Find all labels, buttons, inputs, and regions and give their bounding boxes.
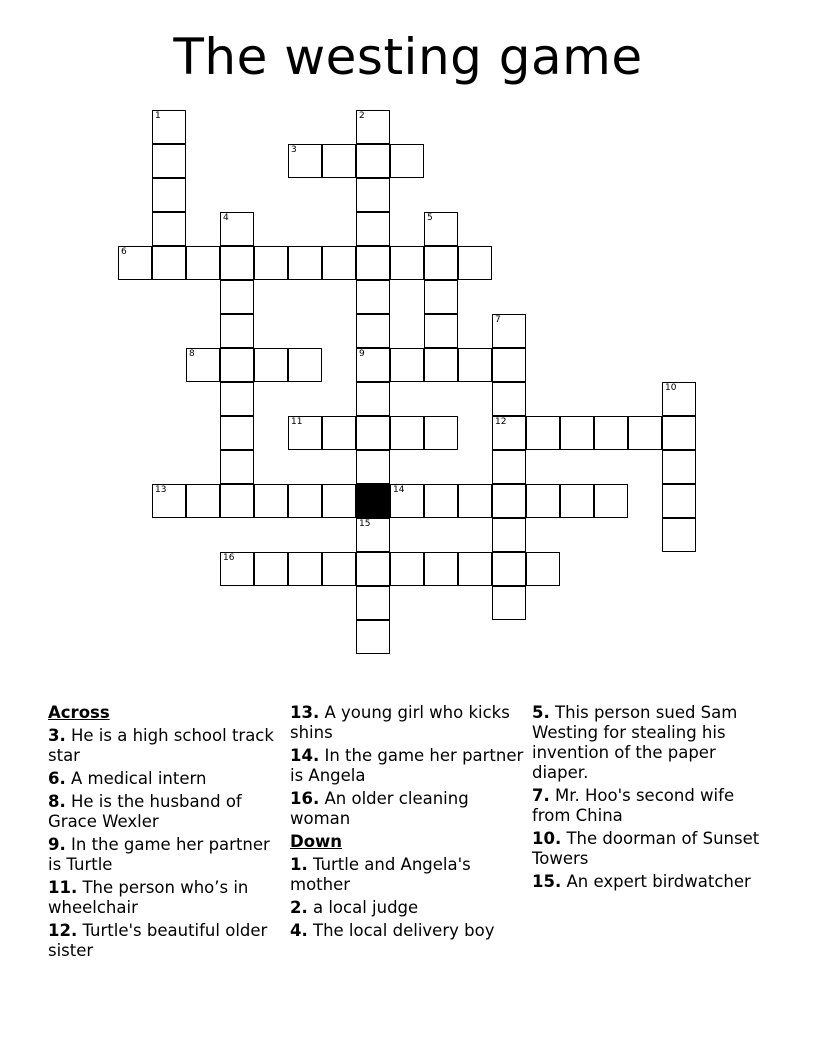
clue-text: Mr. Hoo's second wife from China bbox=[532, 786, 735, 825]
grid-cell[interactable] bbox=[220, 416, 254, 450]
grid-cell[interactable] bbox=[492, 348, 526, 382]
grid-cell[interactable] bbox=[492, 314, 526, 348]
grid-cell[interactable] bbox=[594, 484, 628, 518]
grid-cell[interactable] bbox=[526, 552, 560, 586]
grid-cell[interactable] bbox=[390, 246, 424, 280]
grid-cell[interactable] bbox=[220, 450, 254, 484]
clue-item bbox=[532, 829, 772, 869]
grid-cell[interactable] bbox=[322, 552, 356, 586]
clue-text: He is the husband of Grace Wexler bbox=[48, 792, 242, 831]
grid-cell[interactable] bbox=[662, 416, 696, 450]
clue-text: An older cleaning woman bbox=[290, 789, 469, 828]
grid-cell[interactable] bbox=[390, 484, 424, 518]
grid-cell[interactable] bbox=[492, 450, 526, 484]
grid-cell[interactable] bbox=[220, 382, 254, 416]
grid-cell[interactable] bbox=[356, 280, 390, 314]
clues-column-3 bbox=[532, 703, 772, 895]
grid-cell[interactable] bbox=[152, 144, 186, 178]
clue-num: 12. bbox=[48, 921, 78, 940]
clue-num: 1. bbox=[290, 855, 308, 874]
clue-num: 3. bbox=[48, 726, 66, 745]
clues-column-1 bbox=[48, 703, 288, 964]
grid-cell[interactable] bbox=[356, 110, 390, 144]
clue-number: 3 bbox=[291, 145, 297, 155]
clue-item bbox=[48, 726, 288, 766]
clue-item bbox=[290, 789, 530, 829]
clue-item bbox=[290, 921, 530, 941]
clue-num: 6. bbox=[48, 769, 66, 788]
clue-number: 8 bbox=[189, 349, 195, 359]
grid-cell[interactable] bbox=[492, 518, 526, 552]
clue-number: 11 bbox=[291, 417, 303, 427]
grid-cell[interactable] bbox=[458, 484, 492, 518]
clue-number: 13 bbox=[155, 485, 167, 495]
grid-cell[interactable] bbox=[288, 144, 322, 178]
grid-cell[interactable] bbox=[628, 416, 662, 450]
clue-num: 13. bbox=[290, 703, 320, 722]
grid-cell[interactable] bbox=[424, 314, 458, 348]
clue-item bbox=[48, 921, 288, 961]
grid-cell[interactable] bbox=[390, 552, 424, 586]
clue-text: Turtle and Angela's mother bbox=[290, 855, 471, 894]
grid-cell[interactable] bbox=[220, 314, 254, 348]
clues-heading: Across bbox=[48, 703, 110, 722]
grid-cell[interactable] bbox=[356, 416, 390, 450]
grid-cell[interactable] bbox=[356, 450, 390, 484]
clue-item bbox=[532, 872, 772, 892]
grid-cell[interactable] bbox=[424, 246, 458, 280]
grid-cell[interactable] bbox=[390, 144, 424, 178]
clue-num: 10. bbox=[532, 829, 562, 848]
grid-cell[interactable] bbox=[458, 552, 492, 586]
grid-cell[interactable] bbox=[356, 178, 390, 212]
grid-cell[interactable] bbox=[322, 484, 356, 518]
clue-num: 9. bbox=[48, 835, 66, 854]
clue-number: 10 bbox=[665, 383, 677, 393]
clue-text: In the game her partner is Angela bbox=[290, 746, 524, 785]
grid-cell[interactable] bbox=[288, 348, 322, 382]
grid-cell[interactable] bbox=[186, 246, 220, 280]
clue-number: 16 bbox=[223, 553, 235, 563]
clue-number: 4 bbox=[223, 213, 229, 223]
clue-number: 9 bbox=[359, 349, 365, 359]
clue-num: 4. bbox=[290, 921, 308, 940]
clue-text: Turtle's beautiful older sister bbox=[48, 921, 268, 960]
clue-item bbox=[290, 746, 530, 786]
grid-cell[interactable] bbox=[118, 246, 152, 280]
grid-cell[interactable] bbox=[254, 246, 288, 280]
clue-number: 7 bbox=[495, 315, 501, 325]
grid-cell[interactable] bbox=[424, 280, 458, 314]
grid-cell[interactable] bbox=[662, 382, 696, 416]
grid-cell[interactable] bbox=[356, 552, 390, 586]
grid-cell[interactable] bbox=[390, 416, 424, 450]
grid-cell[interactable] bbox=[662, 450, 696, 484]
clue-item bbox=[48, 769, 288, 789]
grid-cell[interactable] bbox=[424, 348, 458, 382]
clue-text: The person who’s in wheelchair bbox=[48, 878, 249, 917]
grid-cell[interactable] bbox=[492, 552, 526, 586]
clue-item bbox=[290, 898, 530, 918]
grid-cell[interactable] bbox=[356, 246, 390, 280]
grid-cell[interactable] bbox=[662, 484, 696, 518]
grid-cell[interactable] bbox=[254, 484, 288, 518]
grid-cell[interactable] bbox=[356, 314, 390, 348]
grid-cell[interactable] bbox=[152, 212, 186, 246]
clue-number: 1 bbox=[155, 111, 161, 121]
grid-cell[interactable] bbox=[288, 484, 322, 518]
grid-cell[interactable] bbox=[220, 246, 254, 280]
clue-item bbox=[48, 792, 288, 832]
clue-item bbox=[290, 855, 530, 895]
clue-number: 5 bbox=[427, 213, 433, 223]
grid-cell[interactable] bbox=[356, 620, 390, 654]
grid-cell[interactable] bbox=[458, 246, 492, 280]
grid-cell[interactable] bbox=[458, 348, 492, 382]
grid-cell[interactable] bbox=[492, 416, 526, 450]
grid-cell[interactable] bbox=[288, 416, 322, 450]
grid-cell[interactable] bbox=[220, 552, 254, 586]
grid-cell[interactable] bbox=[356, 212, 390, 246]
clue-num: 15. bbox=[532, 872, 562, 891]
grid-cell[interactable] bbox=[152, 484, 186, 518]
grid-cell[interactable] bbox=[492, 484, 526, 518]
clue-item bbox=[532, 703, 772, 783]
grid-cell[interactable] bbox=[288, 246, 322, 280]
grid-cell[interactable] bbox=[220, 348, 254, 382]
grid-cell[interactable] bbox=[186, 348, 220, 382]
clue-num: 11. bbox=[48, 878, 78, 897]
clue-text: The local delivery boy bbox=[307, 921, 495, 940]
grid-cell[interactable] bbox=[322, 144, 356, 178]
grid-cell[interactable] bbox=[356, 382, 390, 416]
clues-heading: Down bbox=[290, 832, 343, 851]
grid-cell[interactable] bbox=[526, 484, 560, 518]
clue-item bbox=[290, 703, 530, 743]
clue-number: 15 bbox=[359, 519, 371, 529]
black-cell bbox=[356, 484, 390, 518]
clue-number: 6 bbox=[121, 247, 127, 257]
clue-item bbox=[48, 835, 288, 875]
grid-cell[interactable] bbox=[254, 348, 288, 382]
clue-item bbox=[48, 878, 288, 918]
clue-num: 14. bbox=[290, 746, 320, 765]
clue-num: 7. bbox=[532, 786, 550, 805]
clue-text: a local judge bbox=[307, 898, 419, 917]
grid-cell[interactable] bbox=[220, 484, 254, 518]
clue-text: A young girl who kicks shins bbox=[290, 703, 510, 742]
grid-cell[interactable] bbox=[492, 586, 526, 620]
clue-text: An expert birdwatcher bbox=[561, 872, 751, 891]
clue-text: A medical intern bbox=[65, 769, 207, 788]
clue-number: 2 bbox=[359, 111, 365, 121]
grid-cell[interactable] bbox=[356, 144, 390, 178]
clue-num: 8. bbox=[48, 792, 66, 811]
clue-text: The doorman of Sunset Towers bbox=[532, 829, 760, 868]
grid-cell[interactable] bbox=[322, 416, 356, 450]
grid-cell[interactable] bbox=[220, 212, 254, 246]
grid-cell[interactable] bbox=[424, 416, 458, 450]
grid-cell[interactable] bbox=[220, 280, 254, 314]
grid-cell[interactable] bbox=[424, 552, 458, 586]
grid-cell[interactable] bbox=[492, 382, 526, 416]
grid-cell[interactable] bbox=[322, 246, 356, 280]
grid-cell[interactable] bbox=[288, 552, 322, 586]
grid-cell[interactable] bbox=[390, 348, 424, 382]
clue-num: 2. bbox=[290, 898, 308, 917]
clue-num: 5. bbox=[532, 703, 550, 722]
grid-cell[interactable] bbox=[560, 484, 594, 518]
grid-cell[interactable] bbox=[424, 484, 458, 518]
grid-cell[interactable] bbox=[526, 416, 560, 450]
grid-cell[interactable] bbox=[152, 110, 186, 144]
grid-cell[interactable] bbox=[662, 518, 696, 552]
grid-cell[interactable] bbox=[594, 416, 628, 450]
clue-number: 12 bbox=[495, 417, 507, 427]
grid-cell[interactable] bbox=[424, 212, 458, 246]
clue-item bbox=[532, 786, 772, 826]
clue-number: 14 bbox=[393, 485, 405, 495]
clue-text: This person sued Sam Westing for stealing his invention of the paper diaper. bbox=[532, 703, 738, 782]
grid-cell[interactable] bbox=[356, 586, 390, 620]
grid-cell[interactable] bbox=[356, 518, 390, 552]
grid-cell[interactable] bbox=[152, 178, 186, 212]
clue-text: He is a high school track star bbox=[48, 726, 274, 765]
grid-cell[interactable] bbox=[560, 416, 594, 450]
puzzle-title: The westing game bbox=[173, 28, 643, 86]
grid-cell[interactable] bbox=[152, 246, 186, 280]
clue-text: In the game her partner is Turtle bbox=[48, 835, 270, 874]
grid-cell[interactable] bbox=[186, 484, 220, 518]
clues-column-2 bbox=[290, 703, 530, 944]
grid-cell[interactable] bbox=[254, 552, 288, 586]
clue-num: 16. bbox=[290, 789, 320, 808]
grid-cell[interactable] bbox=[356, 348, 390, 382]
